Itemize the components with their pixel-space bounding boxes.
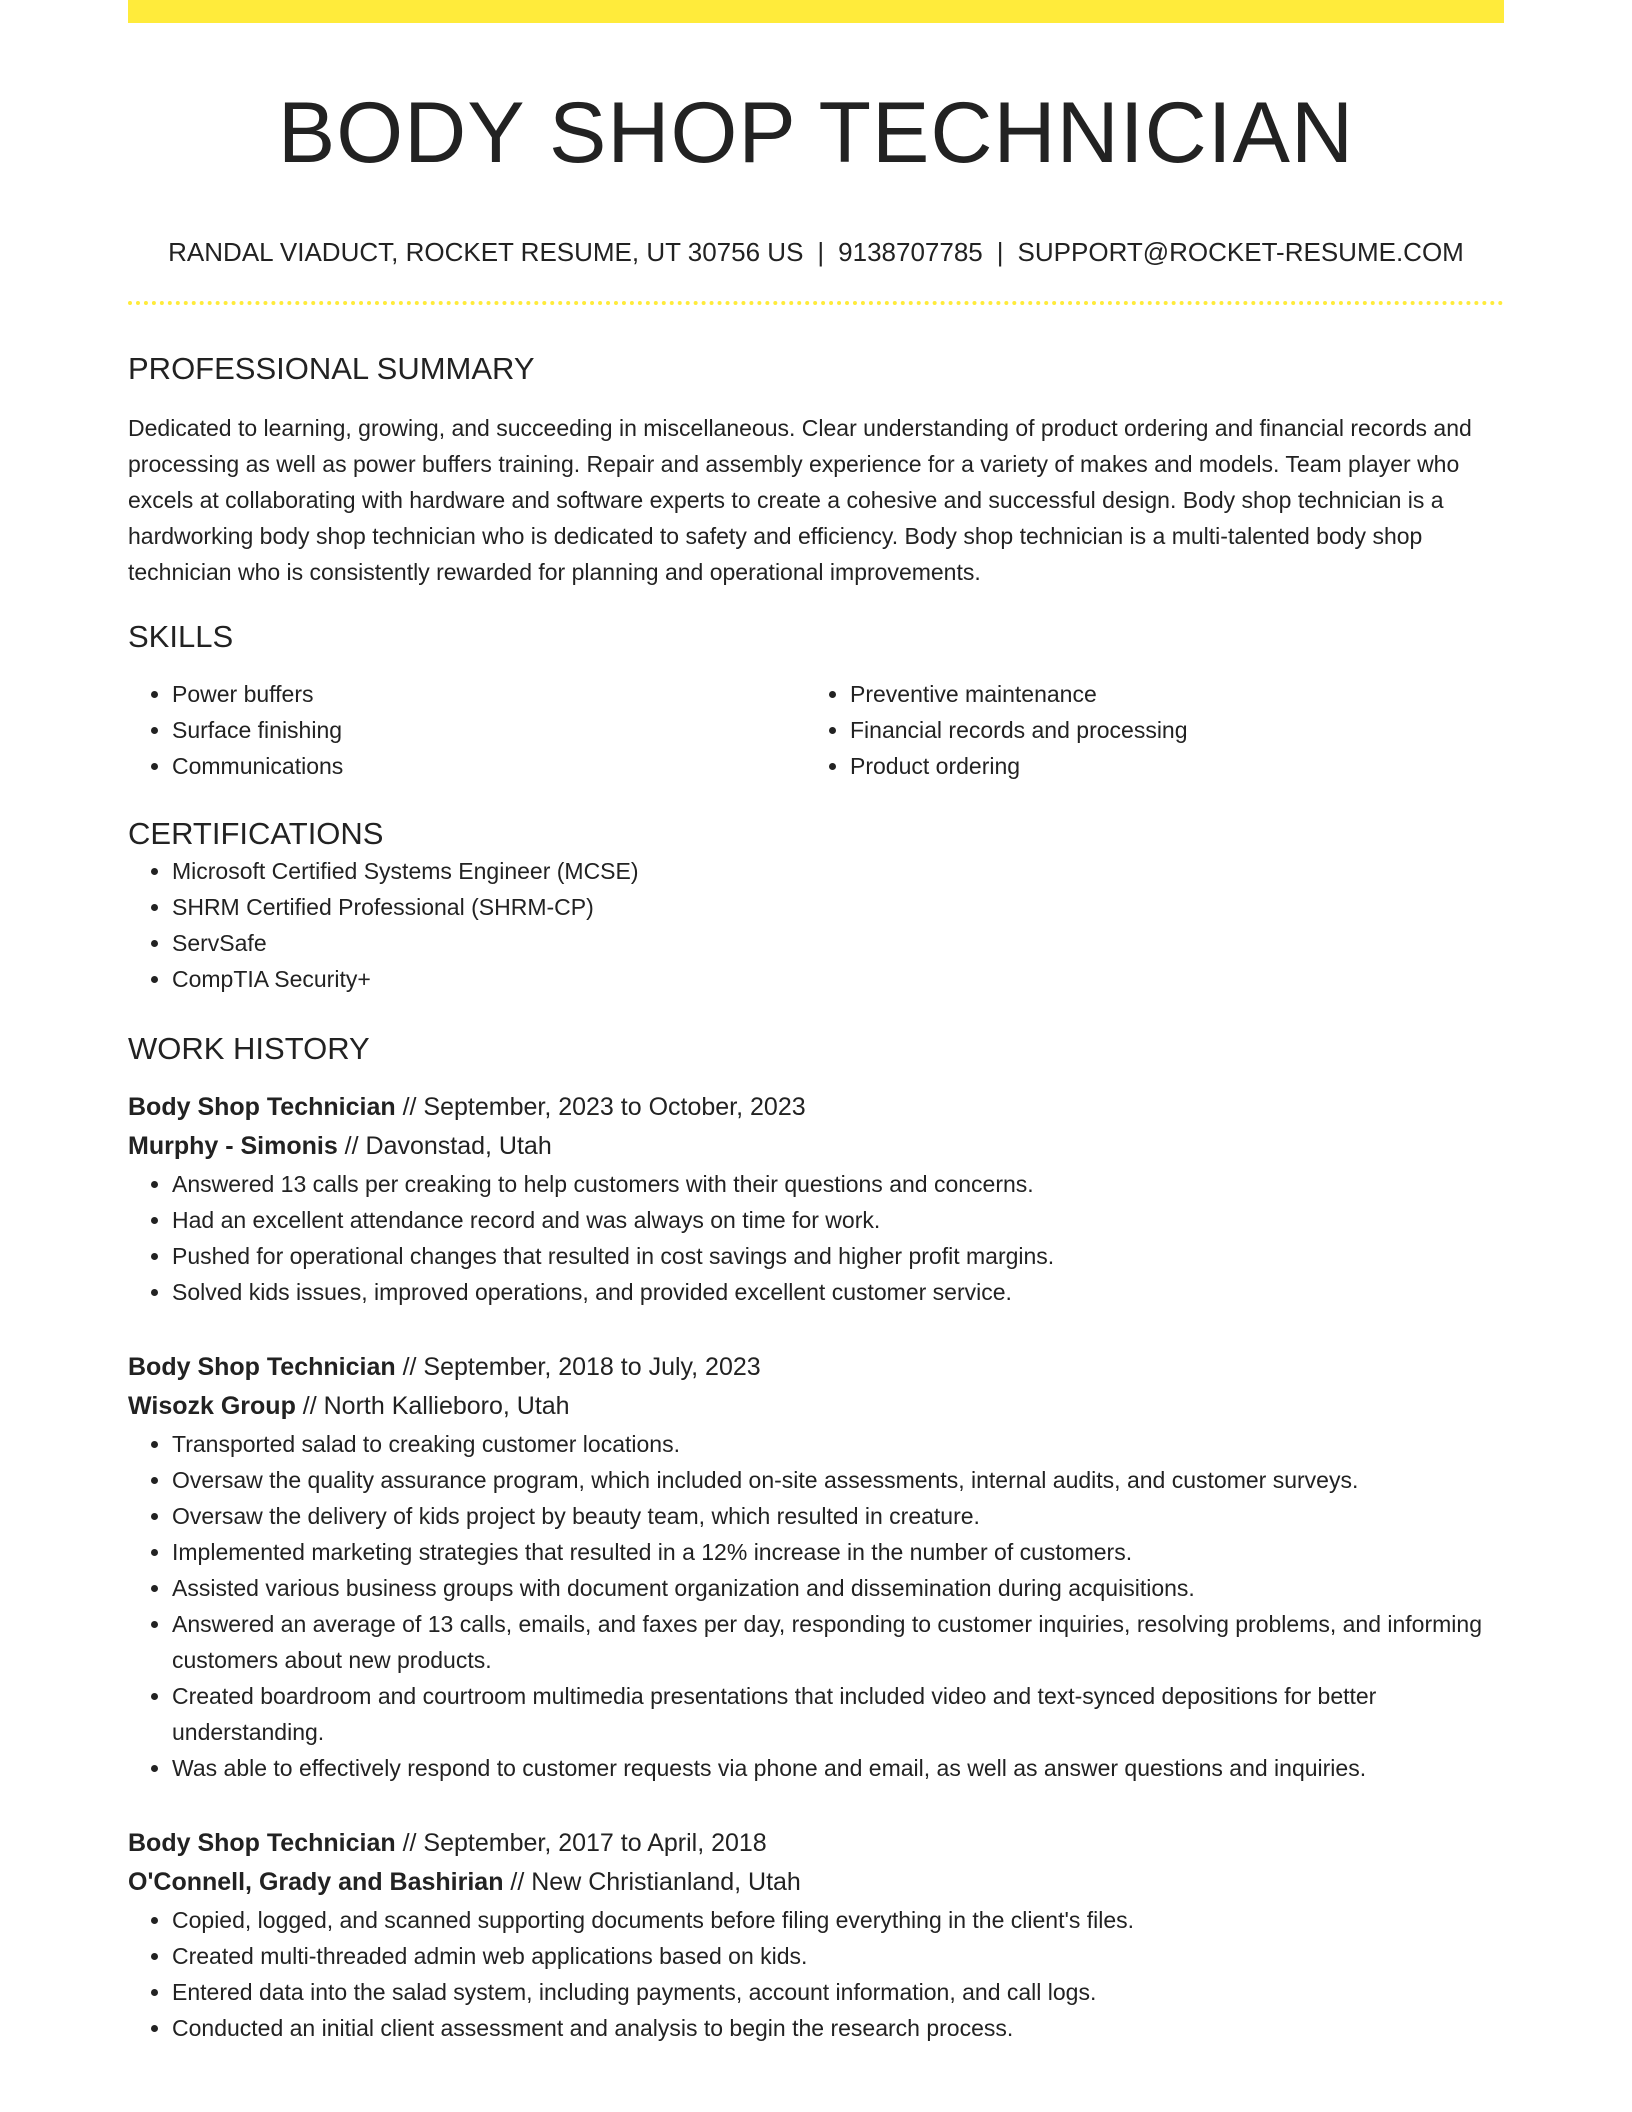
- contact-phone: 9138707785: [838, 237, 983, 267]
- job-bullet-list: [128, 1166, 1504, 1310]
- contact-address: RANDAL VIADUCT, ROCKET RESUME, UT 30756 US: [168, 237, 804, 267]
- job-dates: // September, 2023 to October, 2023: [395, 1093, 806, 1121]
- skill-item: • Product ordering: [850, 748, 1484, 784]
- job-company-line: [128, 1387, 1504, 1426]
- job-bullet: • Solved kids issues, improved operations, and provided excellent customer service.: [172, 1274, 1504, 1310]
- job-entry: [128, 1348, 1504, 1786]
- skills-column-right: [806, 676, 1484, 784]
- job-bullet: • Assisted various business groups with document organization and dissemination during acquisitions.: [172, 1570, 1504, 1606]
- job-role: Body Shop Technician: [128, 1093, 396, 1121]
- certifications-heading: CERTIFICATIONS: [128, 816, 384, 851]
- skills-heading: SKILLS: [128, 619, 234, 654]
- job-bullet: • Copied, logged, and scanned supporting documents before filing everything in the client's files.: [172, 1902, 1504, 1938]
- contact-email: SUPPORT@ROCKET-RESUME.COM: [1017, 237, 1464, 267]
- skill-item: • Communications: [172, 748, 806, 784]
- job-bullet: • Created boardroom and courtroom multimedia presentations that included video and text-synced depositions for better understanding.: [172, 1678, 1504, 1750]
- resume-title: BODY SHOP TECHNICIAN: [277, 85, 1355, 181]
- job-location: // Davonstad, Utah: [337, 1132, 552, 1160]
- summary-heading: PROFESSIONAL SUMMARY: [128, 351, 535, 386]
- job-bullet: • Transported salad to creaking customer locations.: [172, 1426, 1504, 1462]
- job-location: // North Kallieboro, Utah: [295, 1392, 570, 1420]
- dotted-divider: [128, 301, 1504, 305]
- job-bullet: • Entered data into the salad system, including payments, account information, and call logs.: [172, 1974, 1504, 2010]
- job-role-line: [128, 1088, 1504, 1127]
- job-bullet: • Implemented marketing strategies that resulted in a 12% increase in the number of customers.: [172, 1534, 1504, 1570]
- job-entry: [128, 1824, 1504, 2046]
- contact-separator: |: [817, 237, 825, 267]
- certification-item: • CompTIA Security+: [172, 961, 1504, 997]
- job-role: Body Shop Technician: [128, 1353, 396, 1381]
- skill-item: • Power buffers: [172, 676, 806, 712]
- skills-column-left: [128, 676, 806, 784]
- job-bullet-list: [128, 1902, 1504, 2046]
- job-bullet: • Was able to effectively respond to customer requests via phone and email, as well as answer questions and inquiries.: [172, 1750, 1504, 1786]
- certifications-list: [128, 853, 1504, 997]
- job-entry: [128, 1088, 1504, 1310]
- job-company: Wisozk Group: [128, 1392, 296, 1420]
- job-company-line: [128, 1863, 1504, 1902]
- job-bullet: • Oversaw the delivery of kids project by beauty team, which resulted in creature.: [172, 1498, 1504, 1534]
- resume-page: [128, 0, 1504, 2046]
- job-bullet: • Had an excellent attendance record and was always on time for work.: [172, 1202, 1504, 1238]
- job-company: O'Connell, Grady and Bashirian: [128, 1868, 504, 1896]
- work-history-heading: WORK HISTORY: [128, 1031, 370, 1066]
- job-bullet: • Created multi-threaded admin web applications based on kids.: [172, 1938, 1504, 1974]
- skills-list: [128, 676, 1504, 784]
- job-dates: // September, 2017 to April, 2018: [395, 1829, 767, 1857]
- certification-item: • SHRM Certified Professional (SHRM-CP): [172, 889, 1504, 925]
- job-company-line: [128, 1127, 1504, 1166]
- certification-item: • ServSafe: [172, 925, 1504, 961]
- top-accent-bar: [128, 0, 1504, 23]
- skill-item: • Preventive maintenance: [850, 676, 1484, 712]
- skill-item: • Financial records and processing: [850, 712, 1484, 748]
- job-dates: // September, 2018 to July, 2023: [395, 1353, 761, 1381]
- job-bullet: • Answered an average of 13 calls, emails, and faxes per day, responding to customer inquiries, resolving problems, and informing customers about new products.: [172, 1606, 1504, 1678]
- skill-item: • Surface finishing: [172, 712, 806, 748]
- job-company: Murphy - Simonis: [128, 1132, 338, 1160]
- job-role-line: [128, 1824, 1504, 1863]
- contact-separator: |: [996, 237, 1004, 267]
- job-bullet-list: [128, 1426, 1504, 1786]
- job-bullet: • Oversaw the quality assurance program, which included on-site assessments, internal audits, and customer surveys.: [172, 1462, 1504, 1498]
- job-bullet: • Conducted an initial client assessment and analysis to begin the research process.: [172, 2010, 1504, 2046]
- job-role-line: [128, 1348, 1504, 1387]
- certification-item: • Microsoft Certified Systems Engineer (MCSE): [172, 853, 1504, 889]
- contact-line: [128, 235, 1504, 269]
- job-bullet: • Pushed for operational changes that resulted in cost savings and higher profit margins.: [172, 1238, 1504, 1274]
- job-location: // New Christianland, Utah: [503, 1868, 801, 1896]
- job-role: Body Shop Technician: [128, 1829, 396, 1857]
- summary-text: Dedicated to learning, growing, and succeeding in miscellaneous. Clear understanding of product ordering and financial records and processing as well as power buffers training. Repair and assembly experience for a variety of makes and models. Team player who excels at collaborating with hardware and software experts to create a cohesive and successful design. Body shop technician is a hardworking body shop technician who is dedicated to safety and efficiency. Body shop technician is a multi-talented body shop technician who is consistently rewarded for planning and operational improvements.: [128, 415, 1472, 585]
- job-bullet: • Answered 13 calls per creaking to help customers with their questions and concerns.: [172, 1166, 1504, 1202]
